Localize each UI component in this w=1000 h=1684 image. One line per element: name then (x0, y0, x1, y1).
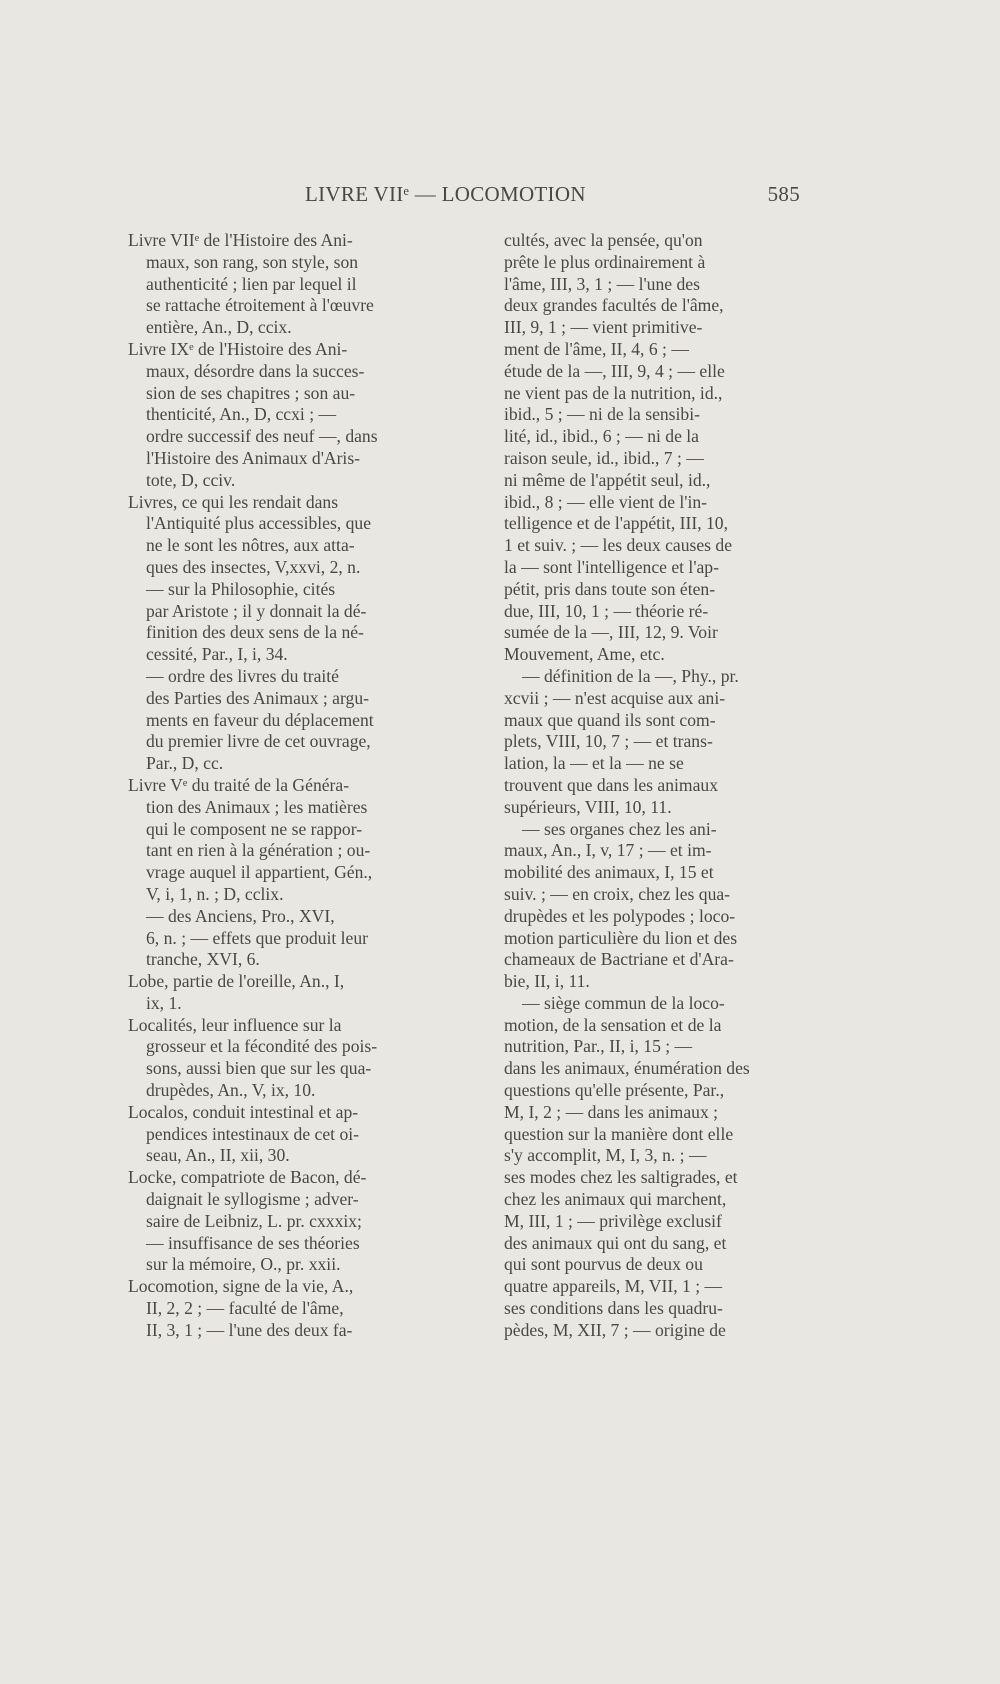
index-line: sumée de la —, III, 12, 9. Voir (504, 622, 718, 643)
index-line: la — sont l'intelligence et l'ap- (504, 556, 719, 577)
index-line: ix, 1. (146, 992, 182, 1013)
index-line: Locomotion, signe de la vie, A., (128, 1276, 354, 1297)
index-line: par Aristote ; il y donnait la dé- (146, 600, 367, 621)
index-line: Livre IXᵉ de l'Histoire des Ani- (128, 338, 348, 359)
index-line: ordre successif des neuf —, dans (146, 426, 378, 447)
index-line: daignait le syllogisme ; adver- (146, 1189, 359, 1210)
index-line: ses conditions dans les quadru- (504, 1298, 723, 1319)
index-line: — des Anciens, Pro., XVI, (146, 905, 335, 926)
index-line: prête le plus ordinairement à (504, 251, 706, 272)
index-line: du premier livre de cet ouvrage, (146, 731, 371, 752)
index-line: plets, VIII, 10, 7 ; — et trans- (504, 731, 713, 752)
index-line: saire de Leibniz, L. pr. cxxxix; (146, 1210, 362, 1231)
index-line: l'âme, III, 3, 1 ; — l'une des (504, 273, 700, 294)
index-line: Localités, leur influence sur la (128, 1014, 342, 1035)
index-line: ne le sont les nôtres, aux atta- (146, 535, 355, 556)
index-line: Par., D, cc. (146, 753, 224, 774)
index-line: tranche, XVI, 6. (146, 949, 260, 970)
index-line: III, 9, 1 ; — vient primitive- (504, 317, 703, 338)
index-line: thenticité, An., D, ccxi ; — (146, 404, 337, 425)
index-line: chez les animaux qui marchent, (504, 1189, 727, 1210)
index-line: entière, An., D, ccix. (146, 317, 292, 338)
index-line: — ordre des livres du traité (146, 665, 339, 686)
index-line: ne vient pas de la nutrition, id., (504, 382, 723, 403)
index-line: 6, n. ; — effets que produit leur (146, 927, 368, 948)
index-line: ment de l'âme, II, 4, 6 ; — (504, 338, 689, 359)
index-line: des animaux qui ont du sang, et (504, 1232, 727, 1253)
index-line: tion des Animaux ; les matières (146, 796, 368, 817)
index-line: question sur la manière dont elle (504, 1123, 734, 1144)
index-line: — insuffisance de ses théories (146, 1232, 360, 1253)
index-line: se rattache étroitement à l'œuvre (146, 295, 374, 316)
index-line: étude de la —, III, 9, 4 ; — elle (504, 360, 725, 381)
index-line: mobilité des animaux, I, 15 et (504, 862, 714, 883)
index-line: des Parties des Animaux ; argu- (146, 687, 369, 708)
index-line: ques des insectes, V,xxvi, 2, n. (146, 556, 361, 577)
index-line: bie, II, i, 11. (504, 971, 590, 992)
index-line: due, III, 10, 1 ; — théorie ré- (504, 600, 709, 621)
index-line: Localos, conduit intestinal et ap- (128, 1101, 359, 1122)
index-line: — sur la Philosophie, cités (146, 578, 336, 599)
index-line: maux que quand ils sont com- (504, 709, 716, 730)
index-line: qui sont pourvus de deux ou (504, 1254, 703, 1275)
index-line: tote, D, cciv. (146, 469, 236, 490)
index-line: V, i, 1, n. ; D, cclix. (146, 883, 284, 904)
index-line: nutrition, Par., II, i, 15 ; — (504, 1036, 693, 1057)
index-line: pétit, pris dans toute son éten- (504, 578, 716, 599)
index-line: xcvii ; — n'est acquise aux ani- (504, 687, 726, 708)
index-line: II, 3, 1 ; — l'une des deux fa- (146, 1319, 353, 1340)
index-line: sons, aussi bien que sur les qua- (146, 1058, 372, 1079)
index-line: trouvent que dans les animaux (504, 774, 719, 795)
index-line: Livre VIIᵉ de l'Histoire des Ani- (128, 230, 353, 250)
index-line: vrage auquel il appartient, Gén., (146, 862, 373, 883)
running-header (305, 182, 800, 212)
index-line: cessité, Par., I, i, 34. (146, 644, 288, 665)
index-line: telligence et de l'appétit, III, 10, (504, 513, 728, 534)
index-line: lité, id., ibid., 6 ; — ni de la (504, 426, 699, 447)
index-line: Lobe, partie de l'oreille, An., I, (128, 971, 345, 992)
index-line: cultés, avec la pensée, qu'on (504, 230, 703, 250)
index-line: tant en rien à la génération ; ou- (146, 840, 371, 861)
index-line: Mouvement, Ame, etc. (504, 644, 665, 665)
index-line: maux, désordre dans la succes- (146, 360, 365, 381)
index-line: Locke, compatriote de Bacon, dé- (128, 1167, 367, 1188)
index-line: dans les animaux, énumération des (504, 1058, 750, 1079)
index-line: seau, An., II, xii, 30. (146, 1145, 290, 1166)
index-column-left (128, 230, 448, 1342)
index-column-right (504, 230, 798, 1342)
index-line: drupèdes, An., V, ix, 10. (146, 1080, 316, 1101)
index-line: supérieurs, VIII, 10, 11. (504, 796, 672, 817)
index-line: l'Histoire des Animaux d'Aris- (146, 447, 361, 468)
index-line: questions qu'elle présente, Par., (504, 1080, 725, 1101)
index-line: — ses organes chez les ani- (522, 818, 717, 839)
index-line: Livre Vᵉ du traité de la Généra- (128, 774, 350, 795)
index-line: sion de ses chapitres ; son au- (146, 382, 356, 403)
index-line: chameaux de Bactriane et d'Ara- (504, 949, 734, 970)
index-line: finition des deux sens de la né- (146, 622, 364, 643)
index-line: maux, An., I, v, 17 ; — et im- (504, 840, 712, 861)
index-line: grosseur et la fécondité des pois- (146, 1036, 378, 1057)
index-line: sur la mémoire, O., pr. xxii. (146, 1254, 341, 1275)
index-line: drupèdes et les polypodes ; loco- (504, 905, 736, 926)
index-line: lation, la — et la — ne se (504, 753, 684, 774)
index-line: deux grandes facultés de l'âme, (504, 295, 724, 316)
index-line: pèdes, M, XII, 7 ; — origine de (504, 1319, 726, 1340)
page-number: 585 (767, 182, 800, 206)
index-line: motion, de la sensation et de la (504, 1014, 722, 1035)
index-line: — définition de la —, Phy., pr. (522, 665, 739, 686)
index-line: — siège commun de la loco- (522, 992, 725, 1013)
index-line: motion particulière du lion et des (504, 927, 738, 948)
index-line: ibid., 5 ; — ni de la sensibi- (504, 404, 700, 425)
index-line: ments en faveur du déplacement (146, 709, 374, 730)
index-line: Livres, ce qui les rendait dans (128, 491, 339, 512)
index-line: quatre appareils, M, VII, 1 ; — (504, 1276, 723, 1297)
index-line: ibid., 8 ; — elle vient de l'in- (504, 491, 708, 512)
index-line: raison seule, id., ibid., 7 ; — (504, 447, 704, 468)
index-line: 1 et suiv. ; — les deux causes de (504, 535, 733, 556)
index-line: ses modes chez les saltigrades, et (504, 1167, 738, 1188)
index-line: M, III, 1 ; — privilège exclusif (504, 1210, 722, 1231)
index-line: ni même de l'appétit seul, id., (504, 469, 711, 490)
index-line: s'y accomplit, M, I, 3, n. ; — (504, 1145, 707, 1166)
index-line: pendices intestinaux de cet oi- (146, 1123, 360, 1144)
index-line: suiv. ; — en croix, chez les qua- (504, 883, 731, 904)
index-line: M, I, 2 ; — dans les animaux ; (504, 1101, 719, 1122)
index-line: qui le composent ne se rappor- (146, 818, 363, 839)
index-line: authenticité ; lien par lequel il (146, 273, 357, 294)
index-line: l'Antiquité plus accessibles, que (146, 513, 371, 534)
index-line: II, 2, 2 ; — faculté de l'âme, (146, 1298, 344, 1319)
index-line: maux, son rang, son style, son (146, 251, 359, 272)
running-title: LIVRE VIIᵉ — LOCOMOTION (305, 182, 586, 206)
